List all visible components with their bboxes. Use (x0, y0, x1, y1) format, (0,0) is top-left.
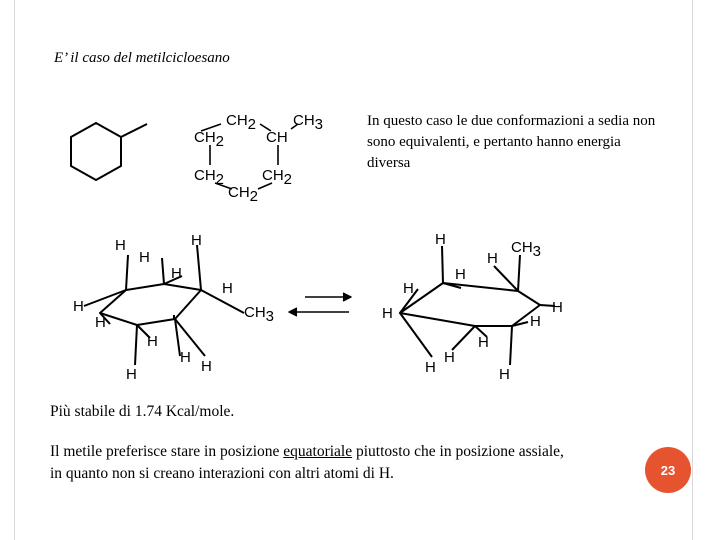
equilibrium-arrows (289, 293, 351, 316)
h-label: H (222, 280, 233, 297)
explanation-line-1: Il metile preferisce stare in posizione equatoriale piuttosto che in posizione assiale, (50, 443, 564, 460)
label-ch3-equatorial: CH3 (244, 304, 275, 325)
h-label: H (382, 305, 393, 322)
label-ch2-left-upper: CH2 (194, 129, 225, 150)
chair-equatorial (84, 245, 244, 365)
skeletal-methylcyclohexane (71, 123, 147, 180)
h-label: H (115, 237, 126, 254)
h-label: H (180, 349, 191, 366)
hexagon-ring (71, 123, 121, 180)
label-ch: CH (266, 129, 288, 146)
h-label: H (444, 349, 455, 366)
label-ch2-top: CH2 (226, 112, 257, 133)
emphasis-equatoriale: equatoriale (283, 443, 353, 460)
h-label: H (487, 250, 498, 267)
chair-equatorial-labels (73, 232, 274, 383)
h-label: H (126, 366, 137, 383)
label-ch2-left-lower: CH2 (194, 167, 225, 188)
h-label: H (455, 266, 466, 283)
h-label: H (478, 334, 489, 351)
slide-title: E’ il caso del metilcicloesano (54, 50, 230, 66)
h-label: H (425, 359, 436, 376)
h-label: H (139, 249, 150, 266)
h-label: H (201, 358, 212, 375)
h-label: H (73, 298, 84, 315)
h-label: H (191, 232, 202, 249)
label-ch2-right-lower: CH2 (262, 167, 293, 188)
label-ch3-axial: CH3 (511, 239, 542, 260)
label-ch3: CH3 (293, 112, 324, 133)
description-text: In questo caso le due conformazioni a sedia non sono equivalenti, e pertanto hanno energia diversa (367, 113, 656, 171)
stability-text: Più stabile di 1.74 Kcal/mole. (50, 403, 235, 420)
h-label: H (147, 333, 158, 350)
h-label: H (552, 299, 563, 316)
explanation-text (50, 441, 670, 485)
page-number-badge: 23 (645, 447, 691, 493)
label-ch2-bottom: CH2 (228, 184, 259, 205)
methyl-bond (121, 124, 147, 137)
h-label: H (435, 231, 446, 248)
h-label: H (171, 265, 182, 282)
h-label: H (530, 313, 541, 330)
h-label: H (403, 280, 414, 297)
h-label: H (499, 366, 510, 383)
explanation-line-2: in quanto non si creano interazioni con altri atomi di H. (50, 465, 394, 482)
h-label: H (95, 314, 106, 331)
